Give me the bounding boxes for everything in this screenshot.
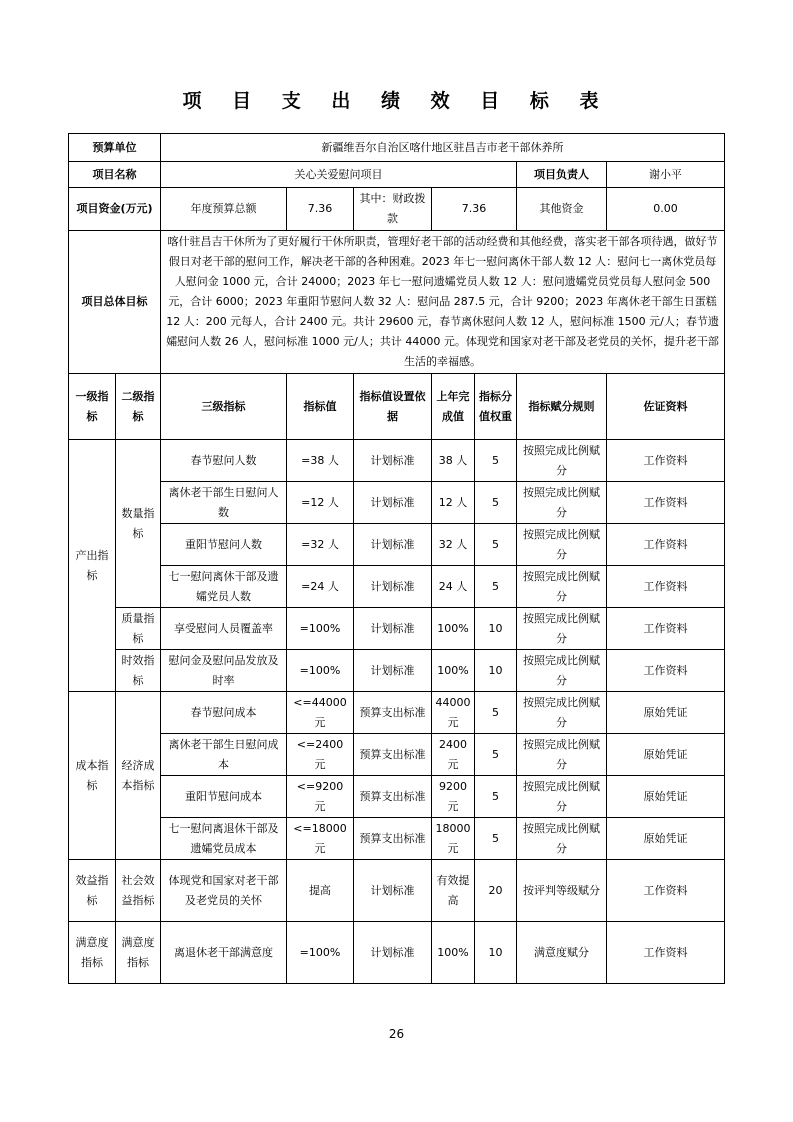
indicator-name: 体现党和国家对老干部及老党员的关怀 <box>161 860 287 922</box>
indicator-prev: 32 人 <box>432 524 475 566</box>
indicator-rule: 按照完成比例赋分 <box>517 524 607 566</box>
fiscal-alloc-value: 7.36 <box>432 188 517 231</box>
header-level3: 三级指标 <box>161 374 287 440</box>
indicator-evidence: 原始凭证 <box>607 776 725 818</box>
indicator-basis: 计划标准 <box>354 524 432 566</box>
header-level2: 二级指标 <box>116 374 161 440</box>
group-output: 产出指标 <box>69 440 116 692</box>
table-row <box>69 922 725 984</box>
project-name-label: 项目名称 <box>69 162 161 188</box>
table-row <box>69 818 725 860</box>
indicator-evidence: 原始凭证 <box>607 734 725 776</box>
group-economic-cost: 经济成本指标 <box>116 692 161 860</box>
indicator-prev: 100% <box>432 922 475 984</box>
indicator-value: =38 人 <box>287 440 354 482</box>
indicator-prev: 2400 元 <box>432 734 475 776</box>
fiscal-alloc-label: 其中：财政拨款 <box>354 188 432 231</box>
indicator-prev: 9200 元 <box>432 776 475 818</box>
indicator-weight: 5 <box>475 818 517 860</box>
indicator-name: 离休老干部生日慰问成本 <box>161 734 287 776</box>
indicator-evidence: 工作资料 <box>607 566 725 608</box>
budget-unit-value: 新疆维吾尔自治区喀什地区驻昌吉市老干部休养所 <box>161 134 725 162</box>
indicator-name: 离休老干部生日慰问人数 <box>161 482 287 524</box>
table-row <box>69 734 725 776</box>
indicator-weight: 5 <box>475 440 517 482</box>
header-basis: 指标值设置依据 <box>354 374 432 440</box>
budget-unit-label: 预算单位 <box>69 134 161 162</box>
indicator-evidence: 原始凭证 <box>607 692 725 734</box>
header-rule: 指标赋分规则 <box>517 374 607 440</box>
indicator-rule: 按照完成比例赋分 <box>517 608 607 650</box>
header-evidence: 佐证资料 <box>607 374 725 440</box>
indicator-name: 重阳节慰问成本 <box>161 776 287 818</box>
indicator-weight: 5 <box>475 566 517 608</box>
indicator-value: =100% <box>287 608 354 650</box>
group-cost: 成本指标 <box>69 692 116 860</box>
indicator-weight: 10 <box>475 650 517 692</box>
indicator-rule: 按照完成比例赋分 <box>517 734 607 776</box>
indicator-prev: 有效提高 <box>432 860 475 922</box>
indicator-evidence: 原始凭证 <box>607 818 725 860</box>
indicator-prev: 38 人 <box>432 440 475 482</box>
indicator-name: 春节慰问人数 <box>161 440 287 482</box>
indicator-rule: 按照完成比例赋分 <box>517 692 607 734</box>
group-social-benefit: 社会效益指标 <box>116 860 161 922</box>
indicator-name: 离退休老干部满意度 <box>161 922 287 984</box>
indicator-prev: 12 人 <box>432 482 475 524</box>
header-prev: 上年完成值 <box>432 374 475 440</box>
overall-goal-label: 项目总体目标 <box>69 231 161 374</box>
group-quantity: 数量指标 <box>116 440 161 608</box>
indicator-basis: 计划标准 <box>354 650 432 692</box>
indicator-name: 享受慰问人员覆盖率 <box>161 608 287 650</box>
annual-budget-value: 7.36 <box>287 188 354 231</box>
page-title: 项 目 支 出 绩 效 目 标 表 <box>182 90 611 112</box>
funds-label: 项目资金(万元) <box>69 188 161 231</box>
indicator-prev: 100% <box>432 650 475 692</box>
indicator-value: 提高 <box>287 860 354 922</box>
indicator-prev: 44000 元 <box>432 692 475 734</box>
indicator-weight: 5 <box>475 734 517 776</box>
indicator-evidence: 工作资料 <box>607 608 725 650</box>
group-quality: 质量指标 <box>116 608 161 650</box>
table-row <box>69 440 725 482</box>
indicator-basis: 计划标准 <box>354 482 432 524</box>
indicator-name: 七一慰问离休干部及遗孀党员人数 <box>161 566 287 608</box>
indicator-basis: 预算支出标准 <box>354 776 432 818</box>
table-row <box>69 482 725 524</box>
project-name-value: 关心关爱慰问项目 <box>161 162 517 188</box>
indicator-weight: 5 <box>475 692 517 734</box>
indicator-weight: 10 <box>475 922 517 984</box>
indicator-rule: 按照完成比例赋分 <box>517 776 607 818</box>
indicator-value: <=44000 元 <box>287 692 354 734</box>
indicator-rule: 按照完成比例赋分 <box>517 566 607 608</box>
indicator-value: <=9200 元 <box>287 776 354 818</box>
indicator-name: 慰问金及慰问品发放及时率 <box>161 650 287 692</box>
indicator-rule: 满意度赋分 <box>517 922 607 984</box>
indicator-value: =12 人 <box>287 482 354 524</box>
indicator-basis: 预算支出标准 <box>354 734 432 776</box>
indicator-prev: 24 人 <box>432 566 475 608</box>
page-number: 26 <box>388 1027 405 1041</box>
other-funds-label: 其他资金 <box>517 188 607 231</box>
indicator-weight: 20 <box>475 860 517 922</box>
performance-table <box>68 133 725 984</box>
indicator-prev: 18000 元 <box>432 818 475 860</box>
project-owner-value: 谢小平 <box>607 162 725 188</box>
indicator-weight: 5 <box>475 776 517 818</box>
indicator-value: <=18000 元 <box>287 818 354 860</box>
indicator-name: 七一慰问离退休干部及遗孀党员成本 <box>161 818 287 860</box>
indicator-rule: 按照完成比例赋分 <box>517 650 607 692</box>
indicator-value: =24 人 <box>287 566 354 608</box>
group-timeliness: 时效指标 <box>116 650 161 692</box>
indicator-evidence: 工作资料 <box>607 482 725 524</box>
group-benefit: 效益指标 <box>69 860 116 922</box>
table-row <box>69 692 725 734</box>
indicator-weight: 5 <box>475 524 517 566</box>
group-satisfaction-sub: 满意度指标 <box>116 922 161 984</box>
indicator-prev: 100% <box>432 608 475 650</box>
indicator-basis: 预算支出标准 <box>354 818 432 860</box>
table-row <box>69 776 725 818</box>
header-weight: 指标分值权重 <box>475 374 517 440</box>
overall-goal-text: 喀什驻昌吉干休所为了更好履行干休所职责，管理好老干部的活动经费和其他经费，落实老干部各项待遇，做好节假日对老干部的慰问工作，解决老干部的各种困难。2023 年七一慰问离休干部人数 12 人：慰问七一离休党员每人慰问金 1000 元，合计 24000；2023 年七一慰问遗孀党员人数 12 人：慰问遗孀党员党员每人慰问金 500 元，合计 6000；2023 年重阳节慰问人数 32 人：慰问品 287.5 元，合计 9200；2023 年离休老干部生日蛋糕 12 人：200 元每人，合计 2400 元。共计 29600 元，春节离休慰问人数 12 人，慰问标准 1500 元/人；春节遗孀慰问人数 26 人，慰问标准 1000 元/人；共计 44000 元。体现党和国家对老干部及老党员的关怀，提升老干部生活的幸福感。 <box>161 231 725 374</box>
indicator-weight: 5 <box>475 482 517 524</box>
project-owner-label: 项目负责人 <box>517 162 607 188</box>
indicator-basis: 计划标准 <box>354 608 432 650</box>
indicator-rule: 按照完成比例赋分 <box>517 440 607 482</box>
indicator-evidence: 工作资料 <box>607 650 725 692</box>
table-row <box>69 524 725 566</box>
indicator-value: =100% <box>287 922 354 984</box>
indicator-rule: 按评判等级赋分 <box>517 860 607 922</box>
indicator-basis: 计划标准 <box>354 566 432 608</box>
indicator-value: =32 人 <box>287 524 354 566</box>
indicator-weight: 10 <box>475 608 517 650</box>
other-funds-value: 0.00 <box>607 188 725 231</box>
indicator-evidence: 工作资料 <box>607 860 725 922</box>
indicator-basis: 计划标准 <box>354 922 432 984</box>
table-row <box>69 566 725 608</box>
indicator-evidence: 工作资料 <box>607 524 725 566</box>
indicator-rule: 按照完成比例赋分 <box>517 818 607 860</box>
indicator-rule: 按照完成比例赋分 <box>517 482 607 524</box>
indicator-basis: 计划标准 <box>354 860 432 922</box>
table-row <box>69 608 725 650</box>
indicator-evidence: 工作资料 <box>607 922 725 984</box>
indicator-basis: 计划标准 <box>354 440 432 482</box>
table-row <box>69 650 725 692</box>
indicator-value: =100% <box>287 650 354 692</box>
header-level1: 一级指标 <box>69 374 116 440</box>
indicator-evidence: 工作资料 <box>607 440 725 482</box>
indicator-name: 春节慰问成本 <box>161 692 287 734</box>
header-value: 指标值 <box>287 374 354 440</box>
annual-budget-label: 年度预算总额 <box>161 188 287 231</box>
group-satisfaction: 满意度指标 <box>69 922 116 984</box>
indicator-value: <=2400 元 <box>287 734 354 776</box>
indicator-name: 重阳节慰问人数 <box>161 524 287 566</box>
table-row <box>69 860 725 922</box>
indicator-basis: 预算支出标准 <box>354 692 432 734</box>
